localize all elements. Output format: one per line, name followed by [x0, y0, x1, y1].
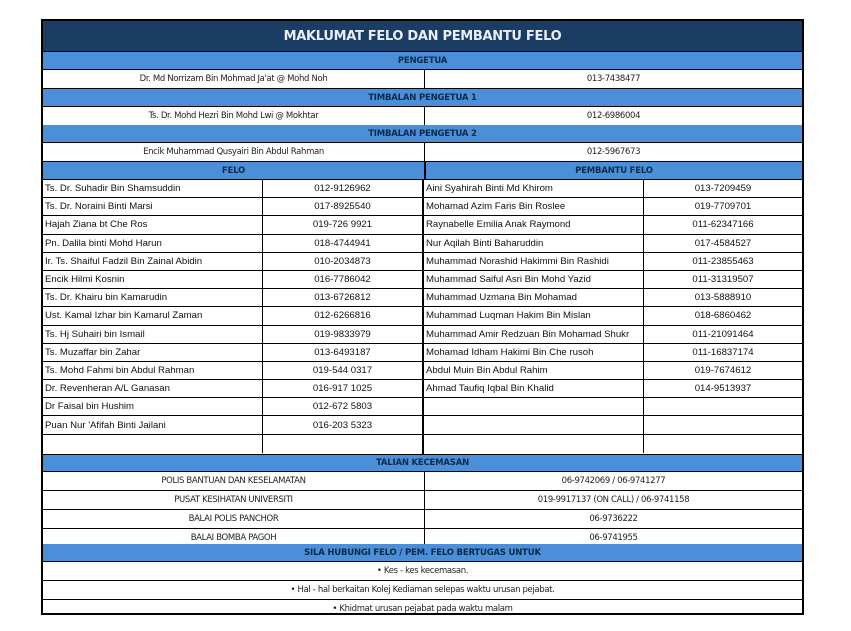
timbalan-1-name: Ts. Dr. Mohd Hezri Bin Mohd Lwi @ Mokhtar — [43, 107, 425, 125]
pembantu-felo-phone: 011-62347166 — [692, 219, 754, 231]
felo-name: Ust. Kamal Izhar bin Kamarul Zaman — [43, 307, 263, 324]
felo-row — [43, 380, 422, 398]
pembantu-felo-name: Mohamad Idham Hakimi Bin Che rusoh — [424, 344, 644, 361]
pembantu-felo-name: Abdul Muin Bin Abdul Rahim — [424, 362, 644, 379]
timbalan-1-phone: 012-6986004 — [586, 111, 641, 121]
page-title: MAKLUMAT FELO DAN PEMBANTU FELO — [43, 21, 802, 52]
pembantu-felo-row — [424, 380, 802, 398]
pembantu-felo-name — [424, 435, 644, 453]
felo-phone: 013-6493187 — [314, 346, 371, 358]
pembantu-felo-phone: 013-7209459 — [694, 183, 752, 195]
pembantu-felo-row — [424, 344, 802, 362]
felo-name: Encik Hilmi Kosnin — [43, 271, 263, 288]
emergency-service-name: BALAI BOMBA PAGOH — [43, 529, 425, 547]
felo-header: FELO — [43, 162, 426, 179]
pembantu-felo-phone: 011-31319507 — [692, 274, 754, 286]
pembantu-felo-header: PEMBANTU FELO — [426, 162, 802, 179]
felo-row — [43, 344, 422, 362]
pembantu-felo-row — [424, 416, 802, 434]
pembantu-felo-row — [424, 198, 802, 216]
emergency-row — [43, 472, 802, 491]
felo-row — [43, 362, 422, 380]
pembantu-felo-list — [424, 180, 802, 454]
pembantu-felo-row — [424, 289, 802, 307]
pembantu-felo-name: Muhammad Saiful Asri Bin Mohd Yazid — [424, 271, 644, 288]
felo-row — [43, 435, 422, 453]
pembantu-felo-row — [424, 435, 802, 453]
pembantu-felo-phone: 019-7674612 — [694, 364, 752, 376]
felo-name — [43, 435, 263, 453]
emergency-service-phone: 06-9741955 — [589, 533, 638, 543]
felo-row — [43, 216, 422, 234]
pembantu-felo-row — [424, 398, 802, 416]
felo-phone: 017-8925540 — [314, 201, 371, 213]
felo-row — [43, 271, 422, 289]
pembantu-felo-phone — [644, 398, 802, 415]
felo-phone: 012-6266816 — [314, 310, 371, 322]
section-header-sila-hubungi: SILA HUBUNGI FELO / PEM. FELO BERTUGAS UNTUK — [43, 544, 802, 562]
contact-note-item: • Kes - kes kecemasan. — [43, 562, 802, 581]
felo-name: Ts. Muzaffar bin Zahar — [43, 344, 263, 361]
section-header-timbalan-2: TIMBALAN PENGETUA 2 — [43, 125, 802, 143]
pembantu-felo-name: Muhammad Amir Redzuan Bin Mohamad Shukr — [424, 326, 644, 343]
pembantu-felo-name — [424, 416, 644, 433]
contact-note-list — [43, 562, 802, 618]
felo-name: Ts. Dr. Suhadir Bin Shamsuddin — [43, 180, 263, 197]
felo-list — [43, 180, 424, 454]
felo-row — [43, 326, 422, 344]
pembantu-felo-name: Ahmad Taufiq Iqbal Bin Khalid — [424, 380, 644, 397]
felo-row — [43, 416, 422, 434]
pembantu-felo-phone: 011-23855463 — [692, 255, 754, 267]
felo-phone: 016-203 5323 — [312, 419, 373, 431]
felo-phone: 012-672 5803 — [312, 401, 373, 413]
emergency-service-name: POLIS BANTUAN DAN KESELAMATAN — [43, 472, 425, 490]
pembantu-felo-phone: 011-21091464 — [692, 328, 754, 340]
pembantu-felo-phone: 019-7709701 — [694, 201, 752, 213]
felo-name: Dr Faisal bin Hushim — [43, 398, 263, 415]
pembantu-felo-name: Muhammad Norashid Hakimmi Bin Rashidi — [424, 253, 644, 270]
pembantu-felo-phone: 014-9513937 — [694, 383, 752, 395]
contact-note-item: • Hal - hal berkaitan Kolej Kediaman selepas waktu urusan pejabat. — [43, 581, 802, 600]
felo-name: Dr. Revenheran A/L Ganasan — [43, 380, 263, 397]
emergency-service-name: BALAI POLIS PANCHOR — [43, 510, 425, 528]
pembantu-felo-row — [424, 271, 802, 289]
felo-phone: 019-9833979 — [314, 328, 371, 340]
felo-phone: 016-7786042 — [314, 274, 371, 286]
felo-row — [43, 180, 422, 198]
felo-phone — [263, 435, 422, 453]
pembantu-felo-row — [424, 326, 802, 344]
felo-row — [43, 253, 422, 271]
felo-phone: 012-9126962 — [314, 183, 371, 195]
emergency-service-phone: 06-9742069 / 06-9741277 — [561, 476, 666, 486]
pembantu-felo-name: Raynabelle Emilia Anak Raymond — [424, 216, 644, 233]
felo-row — [43, 198, 422, 216]
felo-name: Ts. Mohd Fahmi bin Abdul Rahman — [43, 362, 263, 379]
pembantu-felo-name: Mohamad Azim Faris Bin Roslee — [424, 198, 644, 215]
emergency-service-phone: 019-9917137 (ON CALL) / 06-9741158 — [537, 495, 690, 505]
timbalan-2-name: Encik Muhammad Qusyairi Bin Abdul Rahman — [43, 143, 425, 161]
emergency-list — [43, 472, 802, 548]
pembantu-felo-row — [424, 362, 802, 380]
emergency-service-phone: 06-9736222 — [589, 514, 638, 524]
pengetua-row — [43, 70, 802, 89]
felo-row — [43, 289, 422, 307]
felo-phone: 019-726 9921 — [312, 219, 373, 231]
felo-name: Puan Nur 'Afifah Binti Jailani — [43, 416, 263, 433]
pembantu-felo-phone: 017-4584527 — [694, 237, 752, 249]
pembantu-felo-phone: 013-5888910 — [694, 292, 752, 304]
pembantu-felo-row — [424, 307, 802, 325]
pembantu-felo-name: Muhammad Uzmana Bin Mohamad — [424, 289, 644, 306]
timbalan-1-row — [43, 107, 802, 126]
pembantu-felo-phone — [644, 416, 802, 433]
pembantu-felo-row — [424, 216, 802, 234]
pengetua-name: Dr. Md Norrizam Bin Mohmad Ja'at @ Mohd Noh — [43, 70, 425, 88]
pengetua-phone: 013-7438477 — [586, 74, 641, 84]
felo-phone: 013-6726812 — [314, 292, 371, 304]
emergency-row — [43, 491, 802, 510]
pembantu-felo-phone: 011-16837174 — [692, 346, 754, 358]
emergency-service-name: PUSAT KESIHATAN UNIVERSITI — [43, 491, 425, 509]
felo-phone: 018-4744941 — [314, 237, 371, 249]
timbalan-2-phone: 012-5967673 — [586, 147, 641, 157]
pembantu-felo-name: Nur Aqilah Binti Baharuddin — [424, 235, 644, 252]
felo-phone: 016-917 1025 — [312, 383, 373, 395]
felo-name: Pn. Dalila binti Mohd Harun — [43, 235, 263, 252]
felo-section-headers — [43, 162, 802, 180]
section-header-timbalan-1: TIMBALAN PENGETUA 1 — [43, 89, 802, 107]
pembantu-felo-row — [424, 235, 802, 253]
contact-note-item: • Khidmat urusan pejabat pada waktu malam — [332, 604, 513, 614]
pembantu-felo-phone — [644, 435, 802, 453]
felo-row — [43, 307, 422, 325]
section-header-pengetua: PENGETUA — [43, 52, 802, 70]
pembantu-felo-row — [424, 253, 802, 271]
felo-info-sheet — [41, 19, 804, 615]
felo-name: Hajah Ziana bt Che Ros — [43, 216, 263, 233]
felo-row — [43, 398, 422, 416]
pembantu-felo-phone: 018-6860462 — [694, 310, 752, 322]
pembantu-felo-name: Aini Syahirah Binti Md Khirom — [424, 180, 644, 197]
felo-name: Ts. Dr. Khairu bin Kamarudin — [43, 289, 263, 306]
pembantu-felo-name: Muhammad Luqman Hakim Bin Mislan — [424, 307, 644, 324]
felo-name: Ir. Ts. Shaiful Fadzil Bin Zainal Abidin — [43, 253, 263, 270]
felo-row — [43, 235, 422, 253]
felo-name: Ts. Hj Suhairi bin Ismail — [43, 326, 263, 343]
felo-phone: 019-544 0317 — [312, 364, 373, 376]
felo-name: Ts. Dr. Noraini Binti Marsi — [43, 198, 263, 215]
pembantu-felo-row — [424, 180, 802, 198]
emergency-row — [43, 510, 802, 529]
felo-phone: 010-2034873 — [314, 255, 371, 267]
section-header-talian-kecemasan: TALIAN KECEMASAN — [43, 454, 802, 472]
timbalan-2-row — [43, 143, 802, 162]
pembantu-felo-name — [424, 398, 644, 415]
